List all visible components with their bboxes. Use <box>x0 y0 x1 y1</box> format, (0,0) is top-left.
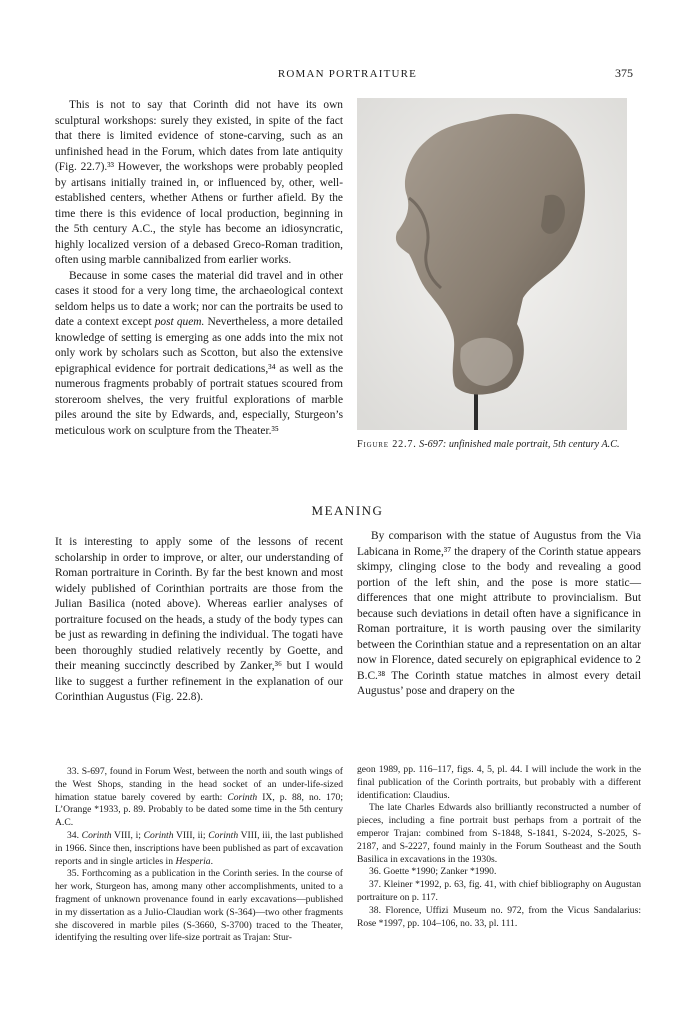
footnote-edwards: The late Charles Edwards also brilliantly reconstructed a number of pieces, including a fine portrait bust perhaps from a portrait of the emperor Trajan: combined from S-1848, S-1841, S-2024, S-2025, S-2187, and S-2227, found mainly in the Forum Southeast and the South Basilica in excavations in the 1930s. <box>357 802 641 865</box>
meaning-left-column <box>55 535 343 706</box>
meaning-paragraph-right: By comparison with the statue of Augustus from the Via Labicana in Rome,³⁷ the drapery of the Corinth statue appears skimpy, clinging close to the body and revealing a good portion of the left shin, and the pose is more static—differences that one might attribute to provincialism. But because such deviations in detail often have a significance in Roman portraiture, it is worth pausing over the similarity between the Corinthian statue and a representation on an altar now in Florence, dated securely on epigraphical evidence to 2 B.C.³⁸ The Corinth statue matches in almost every detail Augustus’ pose and drapery on the <box>357 530 641 697</box>
footnote-text: 33. S-697, found in Forum West, between the north and south wings of the West Shops, standing in the head socket of an under-life-sized himation statue barely covered by earth: <box>55 766 343 803</box>
intro-paragraph-2 <box>55 269 343 440</box>
portrait-head-image <box>357 98 627 430</box>
footnote-text: VIII, ii; <box>173 829 209 841</box>
footnote-38: 38. Florence, Uffizi Museum no. 972, from the Vicus Sandalarius: Rose *1997, pp. 104–106, no. 33, pl. 111. <box>357 904 641 929</box>
meaning-paragraph-left: It is interesting to apply some of the lessons of recent scholarship in order to improve, or alter, our understanding of Roman portraiture in Corinth. By far the best known and most widely published of Corinthian portraits are those from the Julian Basilica (noted above). Whereas earlier analyses of portraiture focused on the heads, a study of the body types can be just as rewarding in defining the individual. The togati have been thoroughly studied relatively recently by Goette, and their meaning succinctly described by Zanker,³⁶ but I would like to suggest a further refinement in the explanation of our Corinthian Augustus (Fig. 22.8). <box>55 536 343 703</box>
emphasis-text: post quem. <box>154 316 205 328</box>
page-number: 375 <box>615 66 633 80</box>
display-stand-rod <box>474 393 478 430</box>
intro-paragraph-1: This is not to say that Corinth did not have its own sculptural workshops: surely they existed, in spite of the fact that there is limited evidence of stone-carving, such as an unfinished head in the Forum, which dates from late antiquity (Fig. 22.7).³³ However, the workshops were probably peopled by artisans initially trained in, or influenced by, other, well-established centers, whether Athens or further afield. By the time there is this evidence of local production, beginning in the 5th century A.C., the style has become an idiosyncratic, highly localized version of a debased Greco-Roman tradition, often using marble cannibalized from earlier works. <box>55 99 343 266</box>
footnote-text: 34. <box>67 829 82 841</box>
section-heading: MEANING <box>311 503 384 518</box>
footnote-37: 37. Kleiner *1992, p. 63, fig. 41, with chief bibliography on Augustan portraiture on p. 117. <box>357 879 641 903</box>
figure-photo <box>357 98 627 430</box>
footnote-34 <box>55 830 343 868</box>
emphasis-text: Corinth <box>81 829 112 841</box>
emphasis-text: Corinth <box>143 829 174 841</box>
footnote-36: 36. Goette *1990; Zanker *1990. <box>369 866 497 878</box>
caption-text: S-697: unfinished male portrait, 5th century A.C. <box>419 439 620 450</box>
meaning-right-column <box>357 529 641 700</box>
footnote-33 <box>55 766 343 830</box>
emphasis-text: Corinth <box>208 829 239 841</box>
footnote-text: . <box>210 855 214 867</box>
footnote-text: VIII, i; <box>111 829 144 841</box>
footnote-text: VIII, iii, the last published in 1966. Since then, inscriptions have been published as part of excavation reports and in single articles in <box>55 829 343 867</box>
running-head: ROMAN PORTRAITURE <box>277 68 418 80</box>
intro-text: Nevertheless, a more detailed knowledge of setting is emerging as one adds into the mix not only work by scholars such as Scotton, but also the extensive epigraphical evidence for portrait dedications,³⁴ as well as the numerous fragments probably of portrait statues scoured from storeroom shelves, the very fruitful explorations of marble piles around the site by Edwards, and, especially, Sturgeon’s meticulous work on sculpture from the Theater.³⁵ <box>55 316 343 437</box>
figure-label: Figure 22.7. <box>357 439 417 450</box>
figure-caption <box>357 438 627 452</box>
emphasis-text: Hesperia <box>175 855 211 867</box>
footnote-35: 35. Forthcoming as a publication in the Corinth series. In the course of her work, Sturgeon has, among many other accomplishments, united to a fragment of unknown provenance found in early excavations—published in my dissertation as a Julio-Claudian work (S-364)—two other fragments she discovered in marble piles (S-3660, S-3700) traced to the Theater, identifying the resulting over life-size portrait as Trajan: Stur- <box>55 868 343 944</box>
footnote-text: IX, p. 88, no. 170; L’Orange *1933, p. 89. Probably to be dated some time in the 5th century A.C. <box>55 791 344 829</box>
intro-text: Because in some cases the material did travel and in other cases it stood for a very long time, the archaeological context seldom helps us to date a work; nor can the portraits be used to date a context except <box>55 269 343 328</box>
emphasis-text: Corinth <box>227 791 258 803</box>
intro-column <box>55 98 343 439</box>
footnote-35-continued: geon 1989, pp. 116–117, figs. 4, 5, pl. 44. I will include the work in the final publication of the Corinth portraits, but probably with a different identification: Claudius. <box>357 764 641 801</box>
footnotes-left <box>55 766 343 945</box>
footnotes-right <box>357 764 641 930</box>
